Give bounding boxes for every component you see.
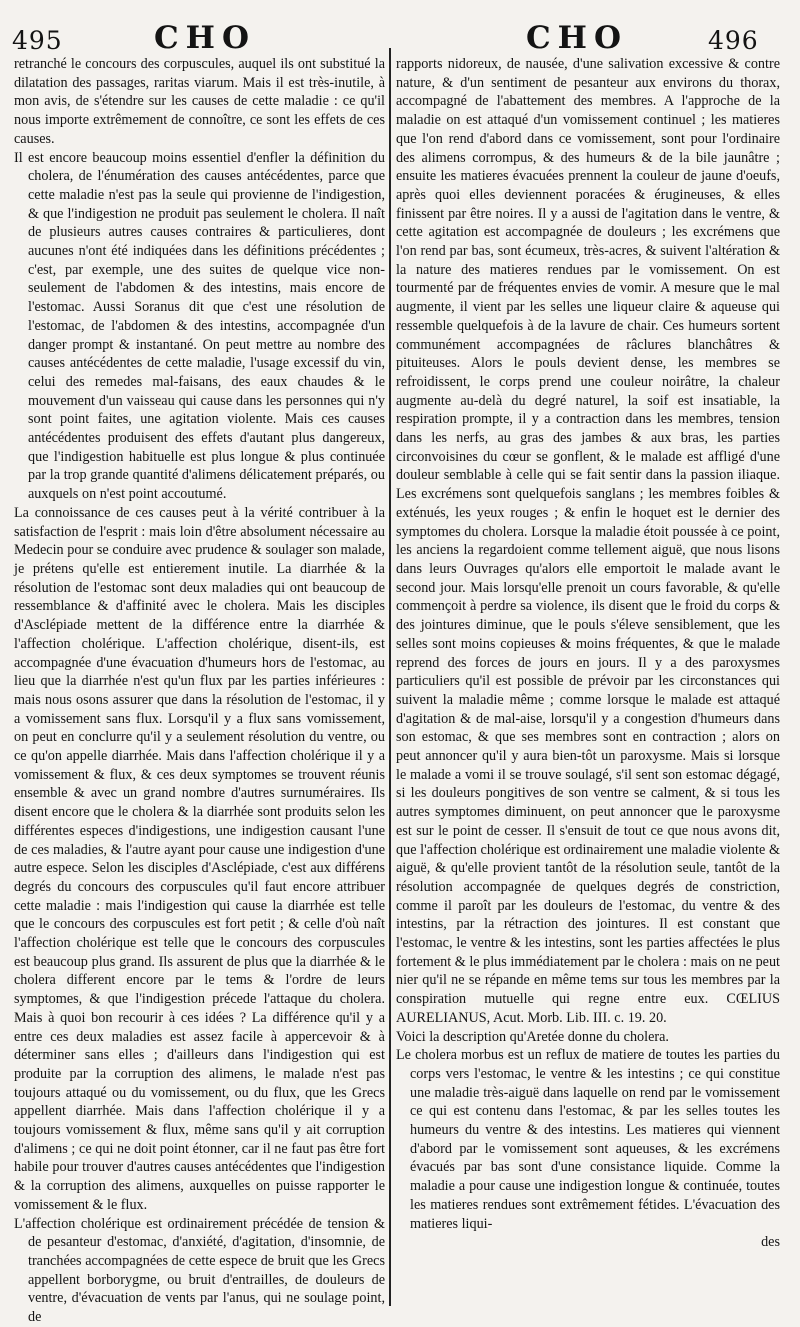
right-page-number: 496 (708, 26, 759, 55)
right-column (396, 55, 780, 1307)
catchword: des (761, 1234, 780, 1251)
paragraph: La connoissance de ces causes peut à la vérité contribuer à la satisfaction de l'esprit : mais loin d'être absolument nécessaire au Medecin pour se conduire avec prudence & soulager son malade, je prétens qu'elle est entierement inutile. La diarrhée & la résolution de l'estomac sont deux maladies qui ont beaucoup de ressemblance & d'affinité avec le cholera. Mais les disciples d'Asclépiade mettent de la différence entre la diarrhée & l'affection cholérique. L'affection cholérique, disent-ils, est accompagnée d'une évacuation d'humeurs hors de l'estomac, au lieu que la diarrhée n'est qu'un flux par les parties inférieures : mais nous osons assurer que dans la résolution de l'estomac, il y a vomissement sans flux. Lorsqu'il y a flux sans vomissement, on peut en conclurre qu'il y a seulement résolution du ventre, ou ce qu'on appelle diarrhée. Mais dans l'affection cholérique il y a vomissement & flux, & ces deux symptomes se trouvent réunis ensemble & avec un grand nombre d'autres surnuméraires. Ils disent encore que le cholera & la diarrhée sont produits selon les différentes especes d'indigestions, une indigestion causant l'une de ces maladies, & l'autre ayant pour cause une indigestion d'une autre espece. Selon les disciples d'Asclépiade, c'est aux différens degrés du concours des corpuscules qu'il faut encore attribuer cette maladie : mais l'indigestion qui cause la diarrhée est telle que le concours des corpuscules est fort petit ; & celle d'où naît l'affection cholérique est telle que le concours des corpuscules est beaucoup plus grand. Ils assurent de plus que la diarrhée & le cholera different encore par le tems & l'ordre de leurs symptomes, & que l'indigestion précede l'attaque du cholera. Mais à quoi bon recourir à ces idées ? La différence qu'il y a entre ces deux maladies est assez facile à appercevoir & à déterminer sans elles ; d'ailleurs dans l'indigestion qui est produite par la corruption des alimens, le malade n'est pas toujours attaqué ou du vomissement, ou du flux, que les Grecs appellent diarrhée. Mais dans l'affection cholérique il y a toujours vomissement & flux, même sans qu'il y ait corruption d'alimens ; ce qui ne doit point étonner, car il ne faut pas être fort habile pour trouver d'autres causes antécédentes que l'indigestion & la corruption des alimens, auxquelles on puisse rapporter le vomissement & le flux. (14, 504, 385, 1213)
paragraph: rapports nidoreux, de nausée, d'une salivation excessive & contre nature, & d'un sentiment de pesanteur aux environs du thorax, accompagné de l'abattement des membres. A l'approche de la maladie on est attaqué d'un vomissement continuel ; les matieres que l'on rend d'abord dans ce vomissement, sont pour l'ordinaire des alimens corrompus, & des humeurs & de la bile jaunâtre ; ensuite les matieres évacuées prennent la couleur de jaune d'oeufs, après quoi elles deviennent poracées & érugineuses, & elles finissent par être noires. Il y a aussi de l'agitation dans le ventre, & cette agitation est accompagnée de douleurs ; les excrémens que l'on rend par bas, sont écumeux, très-acres, & suivent l'altération & la nature des matieres rendues par le vomissement. On est tourmenté par de fréquentes envies de vomir. A mesure que le mal augmente, il vient par les selles une liqueur claire & aqueuse qui ressemble quelquefois à de la lavure de chair. Ces humeurs sortent communément accompagnées de râclures blanchâtres & pituiteuses. Alors le pouls devient dense, les membres se refroidissent, le corps prend une couleur noirâtre, la chaleur augmente au-delà du degré naturel, la soif est insatiable, la respiration prompte, il y a contraction dans les membres, tension dans les nerfs, au gras des jambes & aux bras, les parties circonvoisines du cœur se gonflent, & le malade est affligé d'une douleur semblable à celle qui se fait sentir dans la passion iliaque. Les excrémens sont quelquefois sanglans ; les membres foibles & exténués, les yeux rouges ; & enfin le hoquet est le dernier des symptomes du cholera. Lorsque la maladie étoit poussée à ce point, les anciens la regardoient comme tellement aiguë, que nous lisons dans leurs Ouvrages qu'alors elle emportoit le malade avant le second jour. Mais lorsqu'elle prenoit un cours favorable, & qu'elle commençoit à perdre sa violence, ils disent que le froid du corps & des jointures diminue, que le pouls s'éleve sensiblement, que les selles sont moins copieuses & moins fréquentes, & que le malade reprend des forces de jours en jours. Il y a des paroxysmes particuliers qu'il est possible de prévoir par les circonstances qui suivent la maladie même ; comme lorsque le malade est attaqué d'agitation & de mal-aise, lorsqu'il y a congestion d'humeurs dans son estomac, & que ses membres sont en contraction ; alors on peut annoncer qu'il y aura bien-tôt un paroxysme. Mais si lorsque le malade a vomi il se trouve soulagé, s'il sent son estomac dégagé, si les douleurs pongitives de son ventre se calment, & si tous les autres symptomes diminuent, on peut annoncer que le paroxysme est sur le point de cesser. Il s'ensuit de tout ce que nous avons dit, que l'affection cholérique est ordinairement une maladie violente & aiguë, & qu'elle provient tantôt de la résolution seule, tantôt de la résolution accompagnée de quelques degrés de constriction, comme il paroît par les douleurs de l'estomac, du ventre & des intestins, par la rétraction des jointures. Il est constant que l'estomac, le ventre & les intestins, sont les parties affectées le plus fortement & le plus immédiatement par le cholera : mais on ne peut nier qu'il ne se répande en même tems sur tous les membres par la conspiration mutuelle qui regne entre eux. CŒLIUS AURELIANUS, Acut. Morb. Lib. III. c. 19. 20. (396, 56, 780, 1026)
left-running-title: CHO (154, 20, 256, 56)
right-running-title: CHO (526, 20, 628, 56)
paragraph: retranché le concours des corpuscules, auquel ils ont substitué la dilatation des passages, raritas viarum. Mais il est très-inutile, à mon avis, de s'étendre sur les causes de cette maladie : ce qu'il nous importe extrêmement de connoître, ce sont les effets de ces causes. (14, 56, 385, 147)
paragraph: L'affection cholérique est ordinairement précédée de tension & de pesanteur d'estomac, d'anxiété, d'agitation, d'insomnie, de tranchées accompagnées de cette espece de bruit que les Grecs appellent borborygme, ou bruit d'entrailles, de douleurs de ventre, d'évacuation de vents par l'anus, qui ne soulage point, de (14, 1215, 385, 1326)
paragraph: Voici la description qu'Aretée donne du cholera. (396, 1028, 669, 1045)
paragraph: Il est encore beaucoup moins essentiel d'enfler la définition du cholera, de l'énumération des causes antécédentes, parce que cette maladie n'est pas la seule qui provienne de l'indigestion, & que l'indigestion ne produit pas seulement le cholera. Il naît de plusieurs autres causes contraires & particulieres, dont aucunes n'ont été indiquées dans les définitions précédentes ; c'est, par exemple, une des suites de quelque vice non-seulement de l'abdomen & des intestins, mais encore de l'estomac. Aussi Soranus dit que c'est une résolution de l'estomac, de l'abdomen & des intestins, accompagnée d'un danger prompt & instantané. On peut mettre au nombre des causes antécédentes de cette maladie, l'usage excessif du vin, celui des remedes mal-faisans, des eaux chaudes & le mouvement d'un vaisseau qui cause dans les personnes qui n'y sont point faites, une agitation violente. Mais ces causes antécédentes produisent des effets d'autant plus dangereux, que l'indigestion habituelle est plus longue & plus continuée par la trop grande quantité d'alimens délicatement préparés, ou auxquels on n'est point accoutumé. (14, 149, 385, 503)
paragraph: Le cholera morbus est un reflux de matiere de toutes les parties du corps vers l'estomac, le ventre & les intestins ; ce qui constitue une maladie très-aiguë dans laquelle on rend par le vomissement ce qui est contenu dans l'estomac, & par les selles toutes les humeurs du ventre & des intestins. Les matieres qui viennent d'abord par le vomissement sont aqueuses, & les excrémens évacués par bas sont d'une consistance liquide. Comme la maladie a pour cause une indigestion longue & continuée, toutes les matieres rendues sont extrêmement fétides. L'évacuation des matieres liqui- (396, 1047, 780, 1232)
page-header (0, 4, 800, 56)
column-divider (389, 48, 391, 1306)
left-column (14, 55, 385, 1326)
left-page-number: 495 (12, 26, 63, 55)
